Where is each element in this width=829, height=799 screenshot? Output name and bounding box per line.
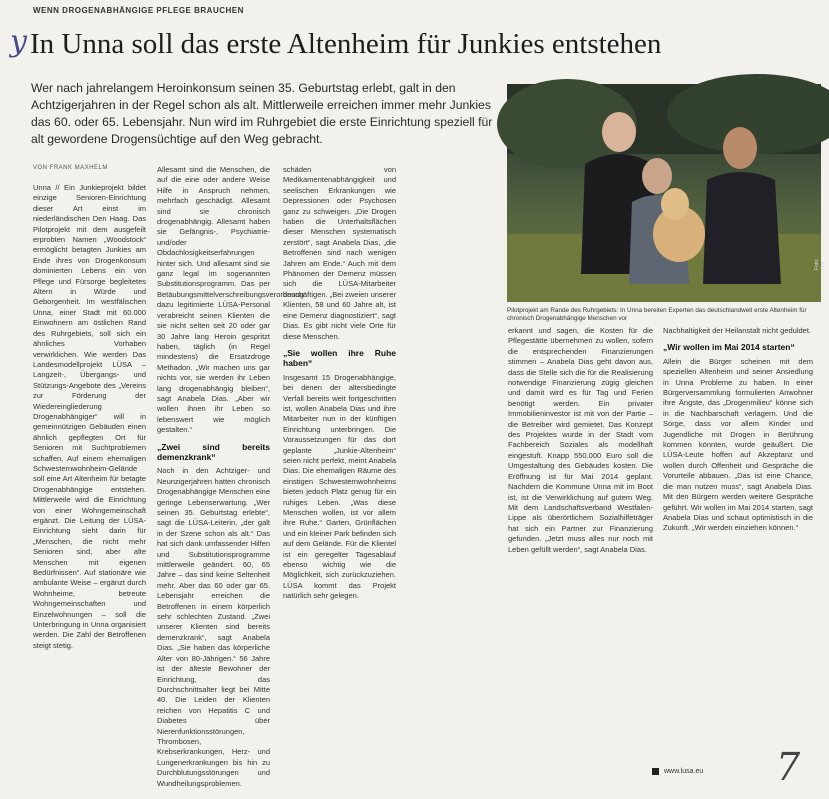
article-column-3 — [283, 165, 396, 773]
column-3b-text: Insgesamt 15 Drogenabhängige, bei denen der altersbedingte Verfall bereits weit fortgeschritten ist, wollen Anabela Dias und ihre Mitarbeiter nun in der künftigen Einrichtung unterbringen. Die Voraussetzungen für das dort geplante „Junkie-Altenheim“ seien nicht perfekt, meint Anabela Dias. Die ehemaligen Räume des einstigen Schwesternwohnheims bieten jedoch Platz genug für ein ruhiges Leben. „Was diese Menschen wollen, ist vor allem ihre Ruhe.“ Garten, Grünflächen und ein kleiner Park befinden sich auf dem Gelände. Für die Klientel ist ein geregelter Tagesablauf ebenso wichtig wie die Möglichkeit, sich zurückzuziehen. LÜSA kommt das Projekt natürlich sehr gelegen. — [283, 372, 396, 601]
headline: In Unna soll das erste Altenheim für Junkies entstehen — [30, 28, 662, 60]
subhead-demenz: „Zwei sind bereits demenzkrank“ — [157, 441, 270, 462]
subhead-mai-2014: „Wir wollen im Mai 2014 starten“ — [663, 342, 795, 353]
article-photo — [507, 84, 821, 302]
column-5-text: Allein die Bürger scheinen mit dem speziellen Altenheim und seiner Ansiedlung in Unna Probleme zu haben. In einer Bürgerversammlung formulierten Anwohner ihre Ängste, das „Drogenmilieu“ könne sich in die Nachbarschaft verlagern. Und die Sorge, dass vor allem Kinder und Jugendliche mit Drogen in Berührung kommen könnten, wurde geäußert. Die LÜSA-Leute hoffen auf Akzeptanz und wollen durch Offenheit und Gespräche die Vorurteile abbauen. „Das ist eine Chance, die man nutzen muss“, sagt Anabela Dias. Mit den Bürgern werden weitere Gespräche geführt. Wir wollen im Mai 2014 starten, sagt Anabela Dias und schaut optimistisch in die Zukunft. „Wir werden einziehen können.“ — [663, 356, 813, 533]
lead-paragraph: Wer nach jahrelangem Heroinkonsum seinen 35. Geburtstag erlebt, galt in den Achtzigerjahren in der Regel schon als alt. Mittlerweile erreichen immer mehr Junkies das 60. oder 65. Lebensjahr. Nun wird im Ruhrgebiet die erste Einrichtung speziell für alt gewordene Drogensüchtige auf den Weg gebracht. — [31, 81, 493, 146]
column-2-text: Allesamt sind die Menschen, die auf die eine oder andere Weise Hilfe in Anspruch nehmen, mehrfach geschädigt. Allesamt sind sie chronisch drogenabhängig. Allesamt haben sie Gefängnis-, Psychiatrie- und/oder Obdachlosigkeitserfahrungen hinter sich. Und allesamt sind sie ganz legal im sogenannten Substitutionsprogramm. Das per Betäubungsmittelverschreibungsverordnung dazu legitimierte LÜSA-Personal verabreicht seinen Klienten die sie nicht selten seit 20 oder gar 30 Jahre lang Heroin gespritzt haben, täglich (in Regel mindestens) die Ersatzdroge Methadon. „Wir machen uns gar nichts vor, sie werden ihr Leben lang drogenabhängig bleiben“, sagt Anabela Dias. „Aber wir wollen ihnen ihr Leben so lebenswert wie möglich gestalten.“ — [157, 165, 304, 435]
photo-credit: Foto: dpa — [814, 258, 826, 270]
photo-illustration — [507, 84, 821, 302]
end-square-icon — [652, 768, 659, 775]
subhead-ruhe: „Sie wollen ihre Ruhe haben“ — [283, 347, 396, 369]
photo-caption: Pilotprojekt am Rande des Ruhrgebiets: In Unna bereiten Experten das deutschlandweit erste Altenheim für chronisch Drogenabhängige Menschen vor — [507, 307, 807, 322]
article-column-5 — [663, 326, 813, 738]
handwritten-mark: y — [10, 24, 27, 59]
column-2b-text: Noch in den Achtziger- und Neunzigerjahren hatten chronisch Drogenabhängige Menschen eine geringe Lebenserwartung. „Wer seinen 35. Geburtstag erlebte“, sagt die LÜSA-Leiterin, „der galt in der Szene schon als alt.“ Das hat sich dank umfassender Hilfen und Substitutionsprogramme mittlerweile geändert. 60, 65 Jahre – das sind keine Seltenheit mehr. Aber das 60 oder gar 65. Lebensjahr erreichen die Betroffenen in einem körperlich sehr schlechten Zustand. „Zwei unserer Klienten sind bereits demenzkrank“, sagt Anabela Dias. „Sie haben das körperliche Alter von 80-Jährigen.“ 56 Jahre ist der älteste Bewohner der Einrichtung, das Durchschnittsalter liegt bei Mitte 40. Die Leiden der Klienten reichen von Hepatitis C und Diabetes über Nierenfunktionsstörungen, Thrombosen, Krebserkrankungen, Herz- und Lungenerkrankungen bis hin zu Durchblutungsstörungen und Wundheilungsproblemen. — [157, 466, 270, 788]
column-3-text: schäden von Medikamentenabhängigkeit und seelischen Erkrankungen wie Depressionen oder Psychosen ganz zu schweigen. „Die Drogen haben die Unterhaltsflächen dieser Menschen systematisch zerstört“, sagt Anabela Dias, „die Betroffenen sind nach wenigen Jahren am Ende.“ Auch mit dem Phänomen der Demenz müssen sich die LÜSA-Mitarbeiter beschäftigen. „Bei zweien unserer Klienten, 58 und 60 Jahre alt, ist eine Demenz diagnostiziert“, sagt Dias. Es gibt nicht viele Orte für diese Menschen. — [283, 165, 396, 341]
website-link[interactable]: www.lusa.eu — [664, 768, 704, 775]
column-1-text: Unna // Ein Junkieprojekt bildet einzige Senioren-Einrichtung dieser Art einst im niederländischen Den Haag. Das Pilotprojekt mit dem ausgefeilt erprobten Namen „Woodstock“ ermöglicht betagten Junkies am Ende ihres von Drogenkonsum dominierten Lebens ein von Pflege und Fürsorge begleitetes Altern in Würde und Geborgenheit. Im westfälischen Unna, einer Stadt mit 60.000 Einwohnern am östlichen Rand des Ruhrgebiets, soll sich ein ähnliches Vorhaben verwirklichen. Wie werden Das Landesmodellprojekt LÜSA – Langzeit-, Übergangs- und Stützungs-Angebote des „Vereins zur Förderung der Wiedereingliederung Drogenabhängiger“ will in gemeinnützigen Gebäuden einen ähnlich gepflegten Ort für Senioren mit Suchtproblemen schaffen. Auf einem ehemaligen Schwesternwohnheim-Gelände soll eine Art Altenheim für betagte Drogenabhängige entstehen. Mittlerweile wird die Einrichtung von einer Wohngemeinschaft ergänzt. Die Leitung der LÜSA-Einrichtung sieht darin für „Menschen, die nicht mehr Senioren sind, aber alte Menschen mit eigenen Bedürfnissen“. Auf stationäre wie ambulante Weise – ergänzt durch Wohnheime, betreute Wohngemeinschaften und Einzelwohnungen – soll die Unterbringung in Unna organisiert werden. Die Zahl der Betroffenen steigt stetig. — [33, 183, 146, 650]
column-4-text: erkannt und sagen, die Kosten für die Pflegestätte übernehmen zu wollen, sofern die entsprechenden Finanzierungen stimmen – Anabela Dias geht davon aus, dass die Stelle sich die für die Realisierung notwendige Finanzierung zügig gleichen und damit wird es für Tag und Ferien benötigt werden. Ein privater Immobilieninvestor ist mit von der Partie – die Betreiber wird gemietet. Das Konzept des Projektes wurde in der Stadt vom Fachbereich Soziales als modellhaft eingestuft. Knapp 550.000 Euro soll die Umgestaltung des Gebäudes kosten. Die Eröffnung ist für Mai 2014 geplant. Nachdem die Kommune Unna mit im Boot ist, ist die Verwirklichung auf gutem Weg. Mit dem Landschaftsverband Westfalen-Lippe als überörtlichem Sozialhilfeträger hat sich ein Partner zur Finanzierung gefunden. „Jetzt muss alles nur noch mit Leben gefüllt werden“, sagt Anabela Dias. — [508, 326, 653, 554]
article-column-4 — [508, 326, 653, 766]
article-column-1 — [33, 183, 146, 773]
author-line: VON FRANK MAXHELM — [33, 165, 108, 171]
page-number: 7 — [776, 745, 801, 789]
kicker: WENN DROGENABHÄNGIGE PFLEGE BRAUCHEN — [33, 6, 244, 15]
article-column-2 — [157, 165, 304, 788]
column-5a-text: Nachhaltigkeit der Heilanstalt nicht geduldet. — [663, 326, 812, 335]
